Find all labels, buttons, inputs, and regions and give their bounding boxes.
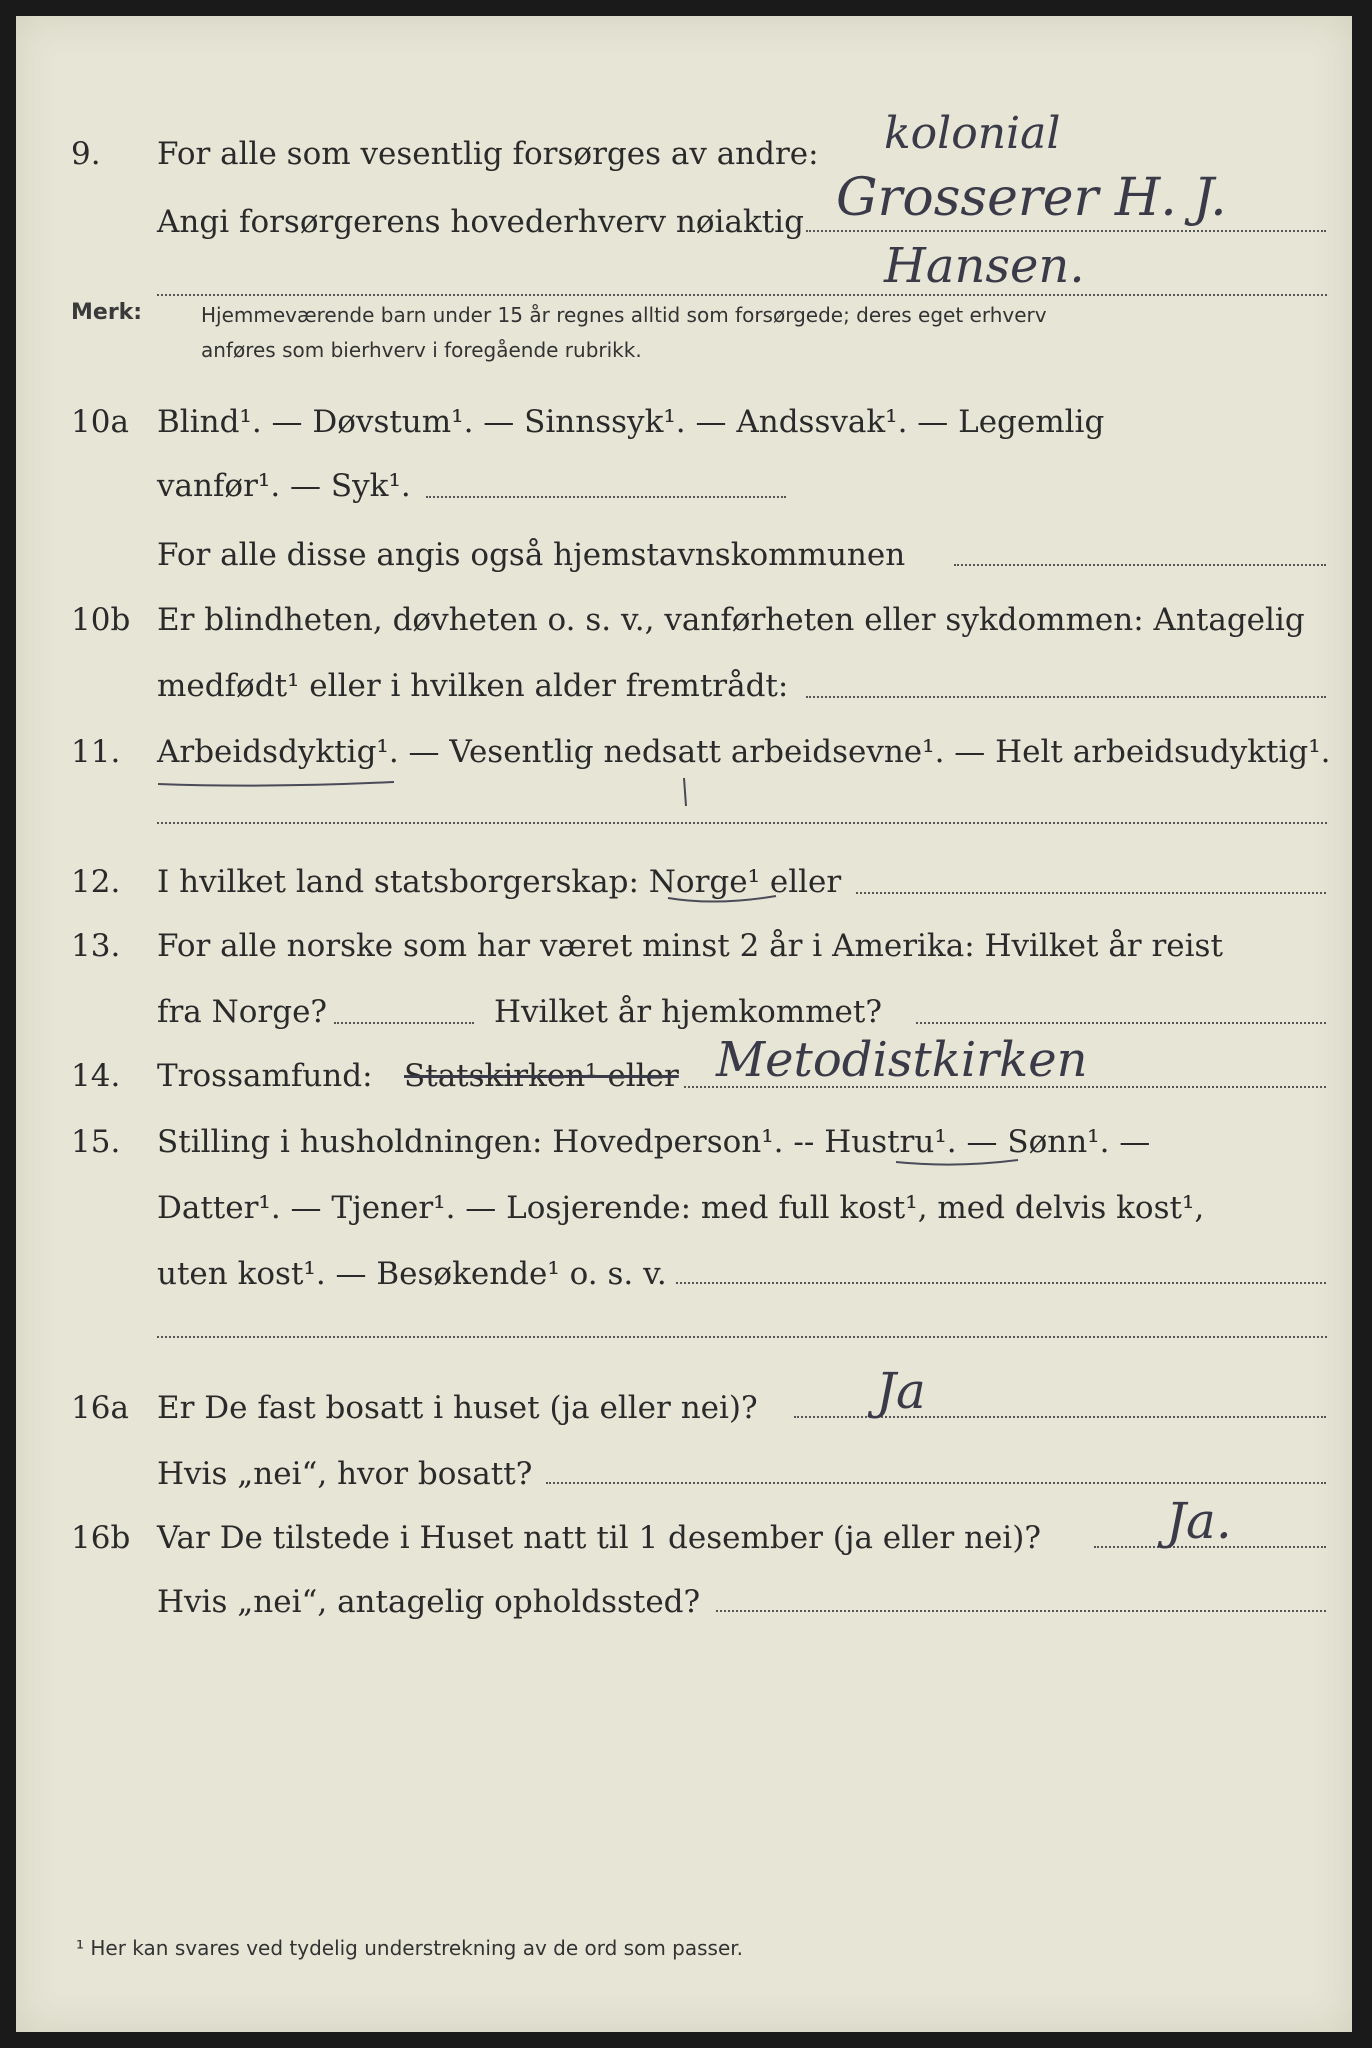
q16b-handwritten: Ja. bbox=[1166, 1492, 1232, 1550]
q9-handwritten-1: kolonial bbox=[884, 108, 1061, 159]
q10a-number: 10a bbox=[71, 404, 129, 440]
merk-text-1: Hjemmeværende barn under 15 år regnes alltid som forsørgede; deres eget erhverv bbox=[201, 303, 1047, 327]
underline-norge bbox=[668, 896, 776, 902]
q9-handwritten-2: Grosserer H. J. bbox=[836, 168, 1227, 228]
q9-text-2: Angi forsørgerens hovederhverv nøiaktig bbox=[157, 204, 804, 240]
q10a-text-3: For alle disse angis også hjemstavnskommunen bbox=[157, 537, 906, 573]
q16a-text-1: Er De fast bosatt i huset (ja eller nei)? bbox=[157, 1390, 758, 1426]
stray-mark bbox=[684, 778, 686, 806]
handwritten-underlines bbox=[16, 16, 1352, 2032]
q9-text-1: For alle som vesentlig forsørges av andre: bbox=[157, 136, 819, 172]
merk-text-2: anføres som bierhverv i foregående rubrikk. bbox=[201, 338, 642, 362]
q11-text-1: Arbeidsdyktig¹. — Vesentlig nedsatt arbeidsevne¹. — Helt arbeidsudyktig¹. bbox=[157, 734, 1331, 770]
q16a-number: 16a bbox=[71, 1390, 129, 1426]
q15-text-1: Stilling i husholdningen: Hovedperson¹. -- Hustru¹. — Sønn¹. — bbox=[157, 1124, 1151, 1160]
q10a-text-2: vanfør¹. — Syk¹. bbox=[157, 468, 411, 504]
q9-number: 9. bbox=[71, 136, 101, 172]
q10b-text-2: medfødt¹ eller i hvilken alder fremtrådt: bbox=[157, 668, 789, 704]
q16a-text-2: Hvis „nei“, hvor bosatt? bbox=[157, 1456, 533, 1492]
q13-text-2b: Hvilket år hjemkommet? bbox=[494, 994, 882, 1030]
census-form-page bbox=[16, 16, 1352, 2032]
q9-handwritten-3: Hansen. bbox=[884, 238, 1085, 294]
q15-number: 15. bbox=[71, 1124, 121, 1160]
q14-struck-option: Statskirken¹ eller bbox=[404, 1058, 679, 1094]
underline-hustru bbox=[896, 1160, 1018, 1165]
q13-text-2a: fra Norge? bbox=[157, 994, 328, 1030]
q10b-text-1: Er blindheten, døvheten o. s. v., vanførheten eller sykdommen: Antagelig bbox=[157, 602, 1305, 638]
q14-handwritten: Metodistkirken bbox=[716, 1032, 1088, 1088]
q16b-text-1: Var De tilstede i Huset natt til 1 desember (ja eller nei)? bbox=[157, 1520, 1041, 1556]
q16a-handwritten: Ja bbox=[876, 1362, 926, 1420]
footnote: ¹ Her kan svares ved tydelig understrekning av de ord som passer. bbox=[76, 1936, 744, 1960]
underline-arbeidsdyktig bbox=[158, 782, 394, 786]
q16b-text-2: Hvis „nei“, antagelig opholdssted? bbox=[157, 1584, 701, 1620]
q13-number: 13. bbox=[71, 928, 121, 964]
q14-number: 14. bbox=[71, 1058, 121, 1094]
q13-text-1: For alle norske som har været minst 2 år i Amerika: Hvilket år reist bbox=[157, 928, 1223, 964]
q11-number: 11. bbox=[71, 734, 121, 770]
q10a-text-1: Blind¹. — Døvstum¹. — Sinnssyk¹. — Andssvak¹. — Legemlig bbox=[157, 404, 1105, 440]
q14-label: Trossamfund: bbox=[157, 1058, 373, 1094]
q15-text-2: Datter¹. — Tjener¹. — Losjerende: med full kost¹, med delvis kost¹, bbox=[157, 1190, 1205, 1226]
q10b-number: 10b bbox=[71, 602, 131, 638]
q16b-number: 16b bbox=[71, 1520, 131, 1556]
q15-text-3: uten kost¹. — Besøkende¹ o. s. v. bbox=[157, 1256, 667, 1292]
q12-number: 12. bbox=[71, 864, 121, 900]
q12-text-1: I hvilket land statsborgerskap: Norge¹ eller bbox=[157, 864, 842, 900]
merk-label: Merk: bbox=[71, 300, 143, 325]
